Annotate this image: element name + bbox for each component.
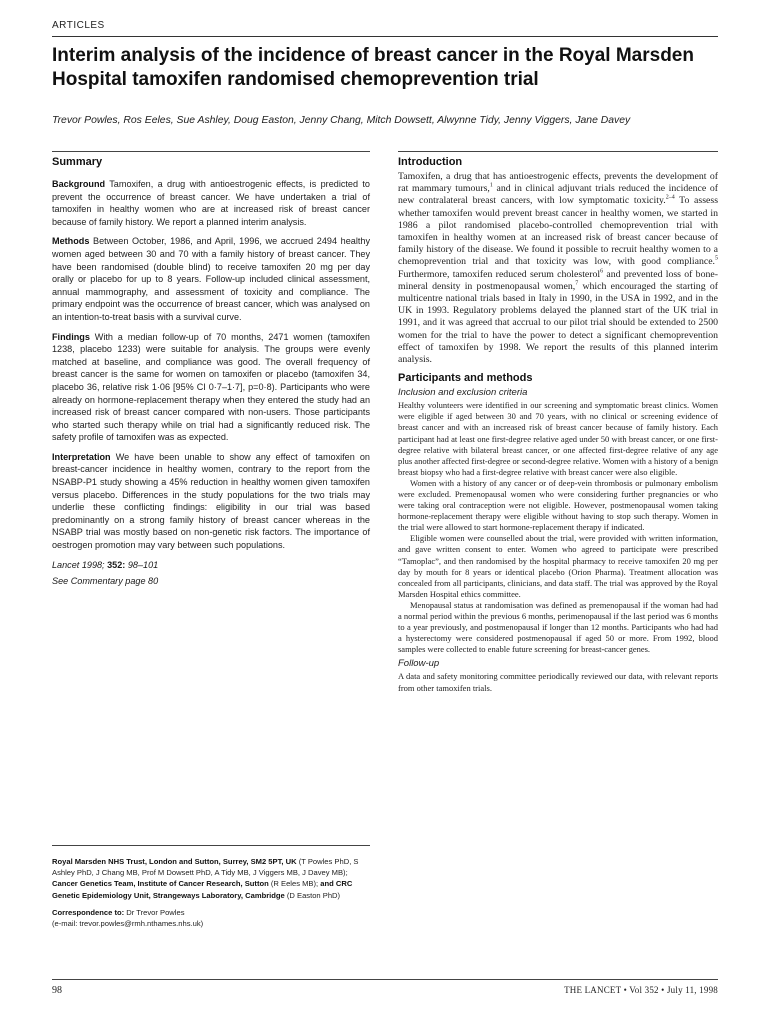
section-label: ARTICLES	[52, 20, 105, 31]
affiliation-block	[52, 845, 370, 929]
interpretation-text: We have been unable to show any effect of tamoxifen on breast-cancer incidence in healthy women, contrary to the report from the NSABP-P1 study showing a 45% reduction in healthy women given tamoxifen versus placebo. Differences in the study populations for the two trials may underlie these conflicting findings: eligibility in our trial was based predominantly on a strong family history of breast cancer whereas in the NSABP trial was mostly based on non-genetic risk factors. The importance of oestrogen promotion may vary between such populations.	[52, 451, 370, 551]
affiliation-people-1: (T Powles PhD, S Ashley PhD, J Chang MB, Prof M Dowsett PhD, A Tidy MB, J Viggers MB, J Davey MB);	[52, 857, 359, 878]
summary-background	[52, 178, 370, 228]
intro-text-c: To assess whether tamoxifen would prevent breast cancer in healthy women, we started in 1986 a pilot randomised placebo-controlled chemoprevention trial with tamoxifen in healthy women at an increased risk of breast cancer because of family history of the disease. We found it possible to recruit healthy women to a chemoprevention trial and that toxicity was low, with good compliance.	[398, 195, 719, 268]
affiliation-line-1: Royal Marsden NHS Trust, London and Sutton, Surrey, SM2 5PT, UK	[52, 857, 297, 866]
author-list: Trevor Powles, Ros Eeles, Sue Ashley, Doug Easton, Jenny Chang, Mitch Dowsett, Alwynne Tidy, Jenny Viggers, Jane Davey	[52, 115, 631, 126]
intro-text-a: Tamoxifen, a drug that has antioestrogenic effects, prevents the development of rat mammary tumours,	[398, 171, 718, 195]
methods-paragraph-2: Women with a history of any cancer or of deep-vein thrombosis or pulmonary embolism were excluded. Premenopausal women who were considering further pregnancies or who were taking oral contraception were not eligible. However, postmenopausal women taking hormone-replacement therapy were eligible without having to stop such therapy. Women in the trial were allowed to start hormone-replacement therapy if indicated.	[398, 477, 718, 533]
affiliation-line-2: Cancer Genetics Team, Institute of Cancer Research, Sutton	[52, 879, 269, 889]
methods-label: Methods	[52, 236, 90, 247]
ref-3: 5	[715, 256, 718, 263]
introduction-paragraph	[398, 171, 718, 366]
findings-label: Findings	[52, 331, 90, 342]
ref-2: 2–4	[665, 195, 675, 202]
affiliation-text	[52, 856, 370, 901]
introduction-heading: Introduction	[398, 156, 463, 168]
article-title: Interim analysis of the incidence of breast cancer in the Royal Marsden Hospital tamoxifen randomised chemoprevention trial	[52, 45, 694, 90]
ref-5: 7	[575, 280, 579, 287]
summary-heading: Summary	[52, 156, 103, 168]
summary-findings	[52, 331, 370, 444]
intro-text-e: and prevented loss of bone-mineral density in postmenopausal women,	[398, 268, 718, 292]
commentary-link: See Commentary page 80	[52, 575, 159, 586]
methods-heading: Participants and methods	[398, 372, 533, 385]
methods-paragraph-3: Eligible women were counselled about the trial, were provided with written information, and gave written consent to enter. Women who agreed to participate were prescribed “Tamoplac”, and then randomised by the hospital pharmacy to receive tamoxifen 20 mg per day by mouth for 8 years or identical placebo (Orion Pharma). Treatment allocation was concealed from all participants, clinicians, and data staff. The trial was approved by the Royal Marsden Hospital ethics committee.	[398, 533, 718, 599]
interpretation-label: Interpretation	[52, 451, 111, 462]
intro-text-d: Furthermore, tamoxifen reduced serum cholesterol	[398, 268, 601, 280]
top-rule	[52, 36, 718, 37]
methods-paragraph-5: A data and safety monitoring committee periodically reviewed our data, with relevant reports from other tamoxifen trials.	[398, 671, 718, 693]
methods-text: Between October, 1986, and April, 1996, we accrued 2494 healthy women aged between 30 and 70 with a family history of breast cancer. They have been randomised (double blind) to receive tamoxifen 20 mg per day orally or placebo for up to 8 years. Follow-up included clinical assessment, annual mammography, and assessment of toxicity and compliance. The primary endpoint was the occurrence of breast cancer, which was analysed on an intention-to-treat basis with a survival curve.	[52, 236, 370, 322]
citation	[52, 559, 370, 571]
methods-paragraph-1: Healthy volunteers were identified in our screening and symptomatic breast clinics. Women were eligible if aged between 30 and 70 years, with no clinical or screening evidence of breast cancer and with an increased risk of breast cancer because of family history. Each participant had at least one first-degree relative aged under 50 with breast cancer, or one first-degree relative with bilateral breast cancer, or one affected first-degree relative of any age plus another affected first-degree or second-degree relative. Women with a history of a benign breast biopsy who had a first-degree relative with breast cancer were also eligible.	[398, 400, 718, 477]
methods-paragraph-4: Menopausal status at randomisation was defined as premenopausal if the woman had had a normal period within the previous 6 months, perimenopausal if the last period was 6 months to a year previously, and postmenopausal if longer than 12 months. Participants who had had a hysterectomy were considered postmenopausal if aged 50 or more. From 1992, blood samples were collected to enable future screening for breast-cancer genes.	[398, 599, 718, 655]
ref-4: 6	[600, 268, 604, 275]
summary-column	[52, 151, 370, 587]
followup-subheading: Follow-up	[398, 658, 440, 670]
correspondence-name: Dr Trevor Powles	[124, 907, 185, 917]
bottom-rule	[52, 979, 718, 980]
correspondence	[52, 907, 370, 918]
citation-volume: 352:	[107, 559, 126, 570]
affiliation-people-3: (D Easton PhD)	[284, 890, 341, 900]
correspondence-email[interactable]: (e-mail: trevor.powles@rmh.nthames.nhs.uk)	[52, 919, 204, 929]
ref-1: 1	[489, 182, 493, 189]
intro-text-b: and in clinical adjuvant trials reduced the incidence of new contralateral breast cancers, with low symptomatic toxicity.	[398, 183, 718, 207]
affiliation-people-2: (R Eeles MB);	[268, 879, 319, 889]
citation-pages: 98–101	[125, 559, 159, 570]
affiliation-line-3: and CRC Genetic Epidemiology Unit, Strangeways Laboratory, Cambridge	[52, 879, 353, 900]
intro-text-f: which encouraged the starting of multicentre national trials based in Italy in 1990, in the USA in 1992, and in the UK in 1993. Regulatory problems delayed the planned start of the UK trial in 1991, and it was agreed that accrual to our pilot trial should be extended to 2500 women for the trial to have the power to detect a significant chemoprevention effect of tamoxifen by 1998. We report the results of this planned interim analysis.	[398, 280, 718, 366]
body-column	[398, 151, 718, 694]
summary-interpretation	[52, 451, 370, 552]
background-label: Background	[52, 179, 106, 189]
inclusion-subheading: Inclusion and exclusion criteria	[398, 387, 528, 399]
citation-prefix: Lancet 1998;	[52, 559, 108, 570]
correspondence-label: Correspondence to:	[52, 907, 125, 917]
journal-footer: THE LANCET • Vol 352 • July 11, 1998	[564, 985, 718, 995]
background-text: Tamoxifen, a drug with antioestrogenic effects, is predicted to prevent the occurrence of breast cancer. We have undertaken a trial of tamoxifen in healthy women who are at increased risk of breast cancer because of family history. We report a planned interim analysis.	[52, 179, 370, 227]
summary-methods	[52, 235, 370, 323]
page-number: 98	[52, 985, 62, 996]
findings-text: With a median follow-up of 70 months, 2471 women (tamoxifen 1238, placebo 1233) were suitable for analysis. The groups were evenly matched at baseline, and compliance was good. The overall frequency of breast cancer is the same for women on tamoxifen or placebo (tamoxifen 34, placebo 36, relative risk 1·06 [95% CI 0·7–1·7], p=0·8). Participants who were already on hormone-replacement therapy when they entered the study had an increased risk of breast cancer compared with non-users. Those participants who started such therapy while on trial had a significantly reduced risk. The safety profile of tamoxifen was as expected.	[52, 331, 370, 443]
